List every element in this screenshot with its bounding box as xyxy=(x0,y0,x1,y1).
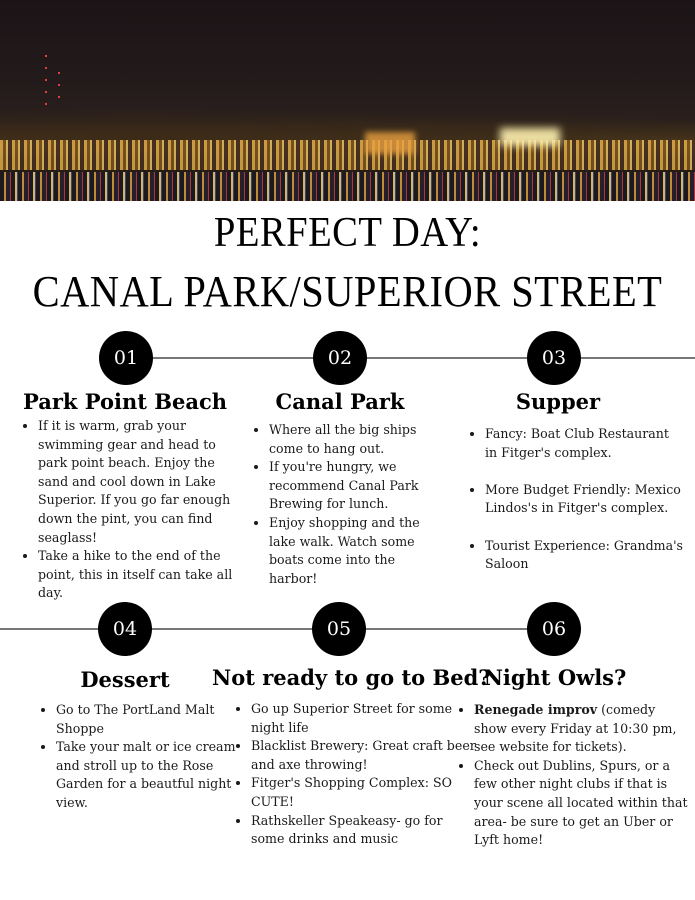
timeline-line-top xyxy=(127,357,695,359)
city-glow xyxy=(365,132,415,154)
list-item: • Blacklist Brewery: Great craft beer and axe throwing! xyxy=(251,737,476,774)
list-item: • Check out Dublins, Spurs, or a few other night clubs if that is your scene all located within that area- be sure to get an Uber or Lyft home! xyxy=(474,757,689,850)
radio-tower xyxy=(58,72,60,106)
list-item: • Take a hike to the end of the point, this in itself can take all day. xyxy=(38,547,248,603)
step-list xyxy=(456,701,689,850)
list-item: • Enjoy shopping and the lake walk. Watch some boats come into the harbor! xyxy=(269,514,444,588)
list-item: • Fancy: Boat Club Restaurant in Fitger's complex. xyxy=(485,425,685,462)
list-item: • More Budget Friendly: Mexico Lindos's in Fitger's complex. xyxy=(485,481,685,518)
list-item xyxy=(474,701,689,757)
step-number-badge: 05 xyxy=(312,602,366,656)
list-item: • Go to The PortLand Malt Shoppe xyxy=(56,701,241,738)
step-list xyxy=(251,421,444,588)
list-item: • Where all the big ships come to hang out. xyxy=(269,421,444,458)
list-item: • Tourist Experience: Grandma's Saloon xyxy=(485,537,685,574)
step-list xyxy=(20,417,248,603)
city-glow xyxy=(500,128,560,146)
step-list xyxy=(467,425,685,574)
step-number-badge: 04 xyxy=(98,602,152,656)
list-item: • If you're hungry, we recommend Canal Park Brewing for lunch. xyxy=(269,458,444,514)
list-item: • Fitger's Shopping Complex: SO CUTE! xyxy=(251,774,476,811)
lake-reflection xyxy=(0,172,695,201)
list-item: • Rathskeller Speakeasy- go for some drinks and music xyxy=(251,812,476,849)
step-number-badge: 02 xyxy=(313,331,367,385)
step-heading: Not ready to go to Bed? xyxy=(212,665,491,690)
step-heading: Park Point Beach xyxy=(22,389,228,414)
step-list xyxy=(38,701,241,813)
step-number-badge: 06 xyxy=(527,602,581,656)
step-heading: Night Owls? xyxy=(483,665,627,690)
list-item: • Go up Superior Street for some night life xyxy=(251,700,476,737)
step-list xyxy=(233,700,476,849)
page-title-line2: CANAL PARK/SUPERIOR STREET xyxy=(32,267,663,316)
step-heading: Supper xyxy=(515,389,601,414)
list-item: • If it is warm, grab your swimming gear and head to park point beach. Enjoy the sand and cool down in Lake Superior. If you go far enough down the pint, you can find seaglass! xyxy=(38,417,248,547)
list-item: • Take your malt or ice cream and stroll up to the Rose Garden for a beautful night view. xyxy=(56,738,241,812)
hero-skyline-image xyxy=(0,0,695,201)
step-heading: Canal Park xyxy=(275,389,405,414)
step-heading: Dessert xyxy=(80,667,170,692)
bold-venue-name: Renegade improv xyxy=(474,702,598,717)
timeline-line-bottom xyxy=(0,628,555,630)
list-item-text: (comedy show every Friday at 10:30 pm, see website for tickets). xyxy=(474,702,677,755)
page-title-line1: PERFECT DAY: xyxy=(213,210,482,256)
step-number-badge: 03 xyxy=(527,331,581,385)
city-lights xyxy=(0,140,695,170)
step-number-badge: 01 xyxy=(99,331,153,385)
radio-tower xyxy=(45,55,47,105)
